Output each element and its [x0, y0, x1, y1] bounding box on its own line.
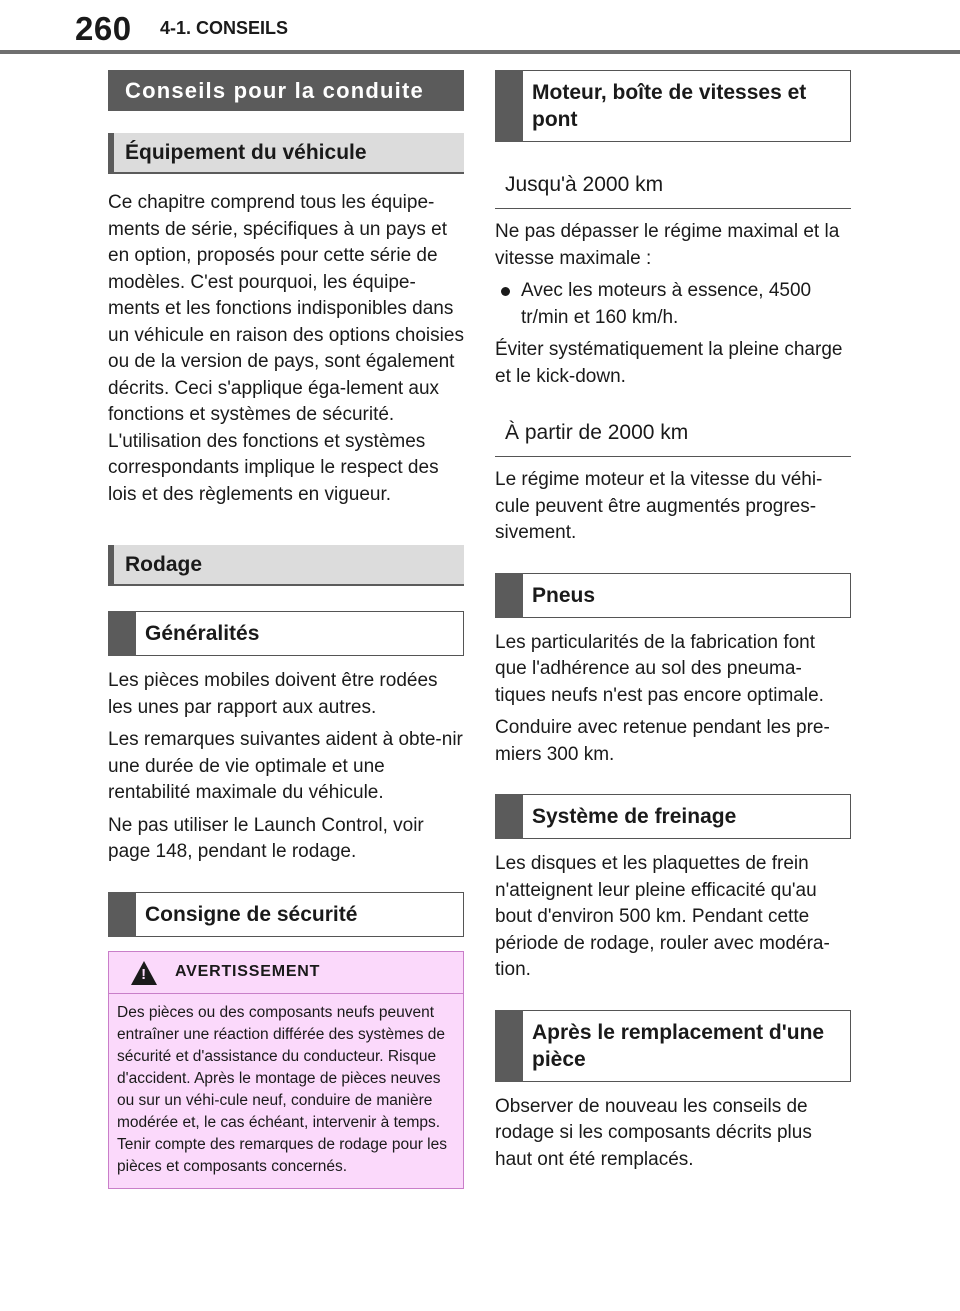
equipement-text: Ce chapitre comprend tous les équipe-ments de série, spécifiques à un pays et en option, proposés pour cette série de modèles. C'est pourquoi, les équipe-ments et les fonctions indisponibles dans un véhicule en raison des options choisies ou de la version de pays, sont également décrits. Ceci s'applique éga-lement aux fonctions et systèmes de sécurité. L'utilisation des fonctions et systèmes correspondants implique le respect des lois et des règlements en vigueur.	[108, 192, 464, 505]
rodage-paragraph-1: Les pièces mobiles doivent être rodées les unes par rapport aux autres.	[108, 670, 438, 718]
heading-freinage: Système de freinage	[495, 794, 851, 839]
heading-a-partir-2000: À partir de 2000 km	[495, 410, 851, 457]
moteur-bullet: Avec les moteurs à essence, 4500 tr/min et 160 km/h.	[495, 278, 851, 331]
rodage-paragraph-3: Ne pas utiliser le Launch Control, voir page 148, pendant le rodage.	[108, 814, 424, 862]
freinage-text: Les disques et les plaquettes de frein n'atteignent leur pleine efficacité qu'au bout d'environ 500 km. Pendant cette période de rodage, rouler avec modéra-tion.	[495, 853, 830, 980]
pneus-paragraph-1: Les particularités de la fabrication font que l'adhérence au sol des pneuma-tiques neufs n'est pas encore optimale.	[495, 631, 824, 706]
heading-pneus: Pneus	[495, 573, 851, 618]
moteur-intro: Ne pas dépasser le régime maximal et la vitesse maximale :	[495, 221, 840, 269]
warning-label: AVERTISSEMENT	[175, 962, 321, 980]
left-column	[108, 70, 464, 1189]
heading-rodage: Rodage	[108, 545, 464, 586]
warning-exclamation-icon: !	[141, 965, 147, 983]
warning-box	[108, 951, 464, 1189]
heading-remplacement: Après le remplacement d'une pièce	[495, 1010, 851, 1082]
rodage-paragraph-2: Les remarques suivantes aident à obte-nir une durée de vie optimale et une rentabilité maximale du véhicule.	[108, 729, 463, 803]
heading-jusqua-2000: Jusqu'à 2000 km	[495, 162, 851, 209]
moteur-text: Éviter systématiquement la pleine charge et le kick-down.	[495, 339, 843, 387]
pneus-paragraph-2: Conduire avec retenue pendant les pre-miers 300 km.	[495, 717, 830, 765]
heading-generalites: Généralités	[108, 611, 464, 656]
heading-moteur: Moteur, boîte de vitesses et pont	[495, 70, 851, 142]
page-header	[0, 0, 960, 56]
page-number: 260	[75, 10, 132, 47]
section-label: 4-1. CONSEILS	[160, 18, 289, 38]
chapter-banner: Conseils pour la conduite	[108, 70, 464, 111]
heading-securite: Consigne de sécurité	[108, 892, 464, 937]
warning-header	[109, 952, 463, 994]
moteur-2000-text: Le régime moteur et la vitesse du véhi-cule peuvent être augmentés progres-sivement.	[495, 469, 823, 543]
right-column	[495, 70, 851, 1179]
heading-equipement: Équipement du véhicule	[108, 133, 464, 174]
remplacement-text: Observer de nouveau les conseils de rodage si les composants décrits plus haut ont été remplacés.	[495, 1095, 812, 1170]
header-rule	[0, 50, 960, 54]
warning-text: Des pièces ou des composants neufs peuvent entraîner une réaction différée des systèmes de sécurité et d'assistance du conducteur. Risque d'accident. Après le montage de pièces neuves ou sur un véhi-cule neuf, conduire de manière modérée et, le cas échéant, intervenir à temps. Tenir compte des remarques de rodage pour les pièces et composants concernés.	[117, 1003, 447, 1175]
